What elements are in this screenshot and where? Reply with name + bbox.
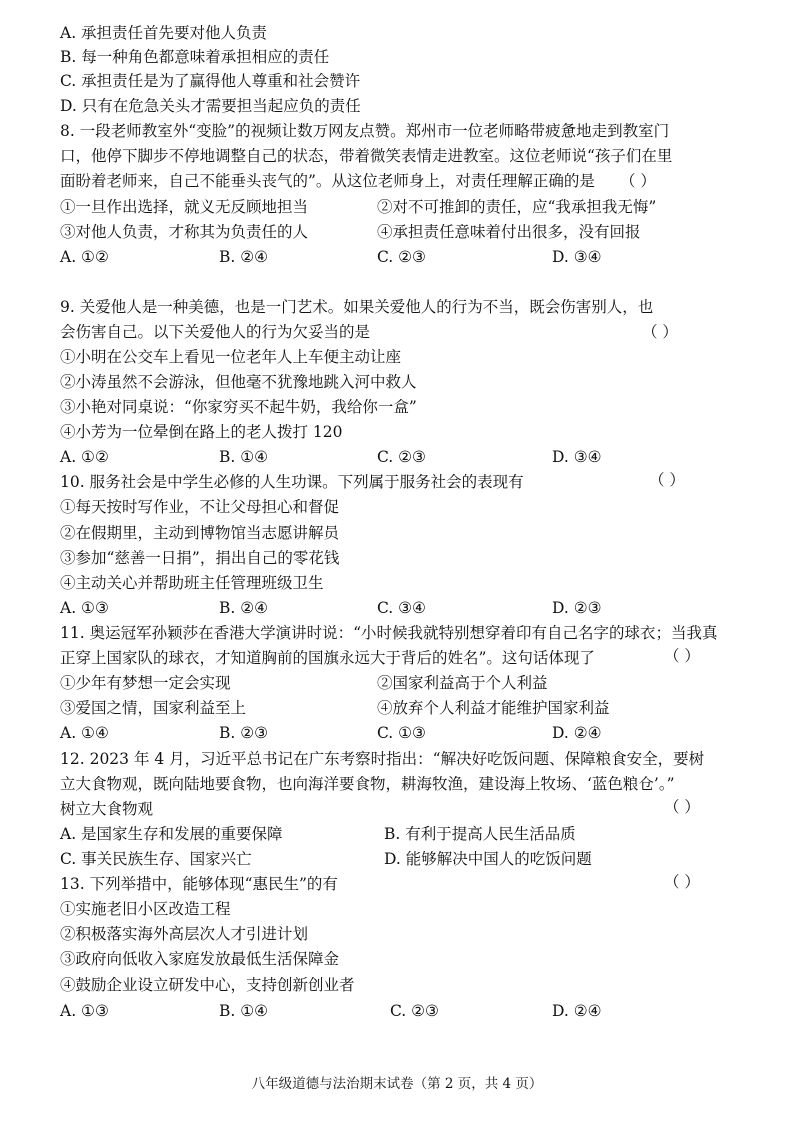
q8-stem-line1: 8. 一段老师教室外“变脸”的视频让数万网友点赞。郑州市一位老师略带疲惫地走到教室门 xyxy=(60,122,670,140)
q10-option-d: D. ②③ xyxy=(552,599,602,617)
q10-option-b: B. ②④ xyxy=(219,599,269,617)
q9-option-c: C. ②③ xyxy=(377,448,426,466)
q13-option-c: C. ②③ xyxy=(390,1002,439,1020)
q13-statement-1: ①实施老旧小区改造工程 xyxy=(60,900,231,918)
q10-statement-3: ③参加“慈善一日捐”，捐出自己的零花钱 xyxy=(60,549,340,567)
q12-stem-line3: 树立大食物观 xyxy=(60,800,154,818)
q13-option-b: B. ①④ xyxy=(219,1002,269,1020)
q13-statement-4: ④鼓励企业设立研发中心，支持创新创业者 xyxy=(60,976,355,994)
q10-statement-2: ②在假期里，主动到博物馆当志愿讲解员 xyxy=(60,524,340,542)
q11-option-d: D. ②④ xyxy=(552,724,602,742)
q13-option-a: A. ①③ xyxy=(60,1002,109,1020)
q13-statement-3: ③政府向低收入家庭发放最低生活保障金 xyxy=(60,950,340,968)
q7-option-c: C. 承担责任是为了赢得他人尊重和社会赞许 xyxy=(60,72,361,90)
q11-stem-line2: 正穿上国家队的球衣，才知道胸前的国旗永远大于背后的姓名”。这句话体现了 xyxy=(60,649,595,667)
q9-statement-1: ①小明在公交车上看见一位老年人上车便主动让座 xyxy=(60,348,402,366)
q8-statement-4: ④承担责任意味着付出很多，没有回报 xyxy=(377,223,641,241)
q8-statement-2: ②对不可推卸的责任，应“我承担我无悔” xyxy=(377,198,657,216)
q12-answer-bracket: （ ） xyxy=(664,798,700,816)
q10-statement-4: ④主动关心并帮助班主任管理班级卫生 xyxy=(60,574,324,592)
q9-stem-line1: 9. 关爱他人是一种美德，也是一门艺术。如果关爱他人的行为不当，既会伤害别人，也 xyxy=(60,298,654,316)
q9-option-b: B. ①④ xyxy=(219,448,269,466)
q7-option-b: B. 每一种角色都意味着承担相应的责任 xyxy=(60,48,330,66)
q12-stem-line1: 12. 2023 年 4 月，习近平总书记在广东考察时指出：“解决好吃饭问题、保障粮食安全，要树 xyxy=(60,750,705,768)
q11-option-a: A. ①④ xyxy=(60,724,109,742)
q7-option-a: A. 承担责任首先要对他人负责 xyxy=(60,24,268,42)
q8-answer-bracket: （ ） xyxy=(620,172,656,190)
q8-option-c: C. ②③ xyxy=(377,248,426,266)
q7-option-d: D. 只有在危急关头才需要担当起应负的责任 xyxy=(60,97,361,115)
q10-option-c: C. ③④ xyxy=(377,599,426,617)
q11-statement-3: ③爱国之情，国家利益至上 xyxy=(60,699,247,717)
q10-statement-1: ①每天按时写作业，不让父母担心和督促 xyxy=(60,498,340,516)
q13-answer-bracket: （ ） xyxy=(664,873,700,891)
page-footer: 八年级道德与法治期末试卷（第 2 页，共 4 页） xyxy=(251,1076,543,1092)
q8-statement-3: ③对他人负责，才称其为负责任的人 xyxy=(60,223,309,241)
q10-stem: 10. 服务社会是中学生必修的人生功课。下列属于服务社会的表现有 xyxy=(60,473,524,491)
q11-answer-bracket: （ ） xyxy=(664,647,700,665)
q11-statement-2: ②国家利益高于个人利益 xyxy=(377,674,548,692)
q8-option-a: A. ①② xyxy=(60,248,109,266)
q11-option-c: C. ①③ xyxy=(377,724,426,742)
q12-stem-line2: 立大食物观，既向陆地要食物，也向海洋要食物，耕海牧渔，建设海上牧场、‘蓝色粮仓’。” xyxy=(60,775,675,793)
q9-option-d: D. ③④ xyxy=(552,448,602,466)
q9-statement-4: ④小芳为一位晕倒在路上的老人拨打 120 xyxy=(60,423,343,441)
q12-option-c: C. 事关民族生存、国家兴亡 xyxy=(60,850,252,868)
q13-stem: 13. 下列举措中，能够体现“惠民生”的有 xyxy=(60,875,338,893)
q13-option-d: D. ②④ xyxy=(552,1002,602,1020)
q8-option-b: B. ②④ xyxy=(219,248,269,266)
q8-option-d: D. ③④ xyxy=(552,248,602,266)
q11-statement-1: ①少年有梦想一定会实现 xyxy=(60,674,231,692)
q11-option-b: B. ②③ xyxy=(219,724,269,742)
q9-stem-line2: 会伤害自己。以下关爱他人的行为欠妥当的是 xyxy=(60,323,371,341)
q9-option-a: A. ①② xyxy=(60,448,109,466)
q12-option-d: D. 能够解决中国人的吃饭问题 xyxy=(384,850,592,868)
q8-stem-line2: 口，他停下脚步不停地调整自己的状态，带着微笑表情走进教室。这位老师说“孩子们在里 xyxy=(60,147,673,165)
q10-answer-bracket: （ ） xyxy=(649,471,685,489)
q10-option-a: A. ①③ xyxy=(60,599,109,617)
q9-statement-2: ②小涛虽然不会游泳，但他毫不犹豫地跳入河中救人 xyxy=(60,373,417,391)
q12-option-b: B. 有利于提高人民生活品质 xyxy=(384,825,576,843)
q9-statement-3: ③小艳对同桌说：“你家穷买不起牛奶，我给你一盒” xyxy=(60,398,417,416)
q13-statement-2: ②积极落实海外高层次人才引进计划 xyxy=(60,925,309,943)
q8-stem-line3: 面盼着老师来，自己不能垂头丧气的”。从这位老师身上，对责任理解正确的是 xyxy=(60,172,595,190)
q8-statement-1: ①一旦作出选择，就义无反顾地担当 xyxy=(60,198,309,216)
q9-answer-bracket: （ ） xyxy=(642,323,678,341)
q11-stem-line1: 11. 奥运冠军孙颖莎在香港大学演讲时说：“小时候我就特别想穿着印有自己名字的球衣；当我真 xyxy=(60,624,718,642)
q11-statement-4: ④放弃个人利益才能维护国家利益 xyxy=(377,699,610,717)
q12-option-a: A. 是国家生存和发展的重要保障 xyxy=(60,825,283,843)
